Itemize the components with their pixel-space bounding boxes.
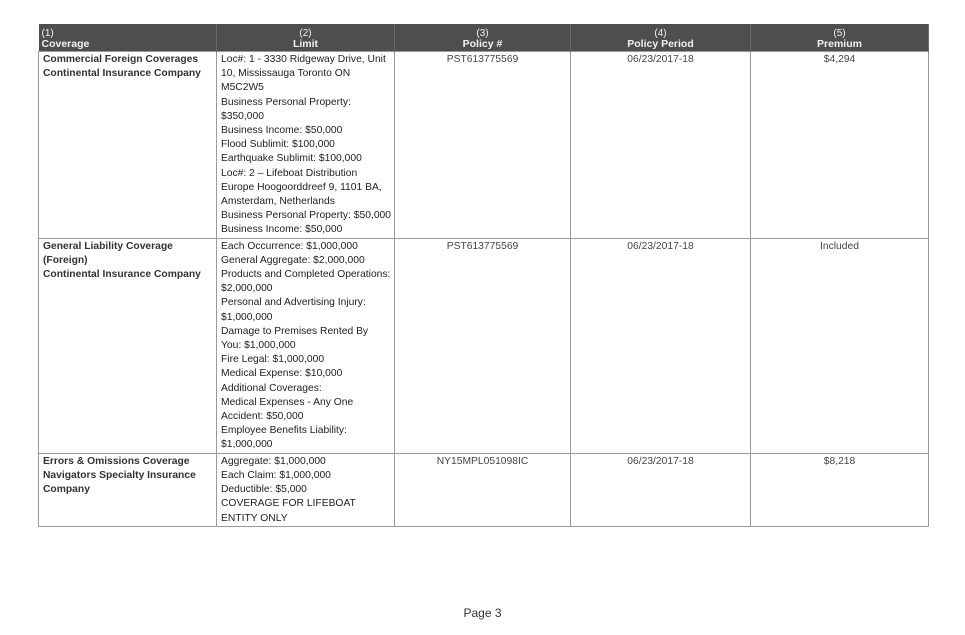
limit-cell-line: Each Occurrence: $1,000,000 (221, 240, 358, 252)
coverage-cell (39, 453, 217, 526)
coverage-cell-line: (Foreign) (43, 254, 88, 266)
table-row (39, 453, 929, 526)
limit-cell-line: $1,000,000 (221, 311, 273, 323)
header-label: Policy # (462, 38, 503, 50)
limit-cell-line: Additional Coverages: (221, 382, 322, 394)
limit-cell-line: You: $1,000,000 (221, 340, 296, 352)
header-policy-period (571, 24, 751, 52)
limit-cell-line: M5C2W5 (221, 82, 264, 94)
coverage-cell (39, 238, 217, 453)
header-policy (395, 24, 571, 52)
limit-cell-line: Business Personal Property: (221, 96, 351, 108)
premium-cell: Included (751, 238, 929, 453)
coverage-cell-line: Navigators Specialty Insurance (43, 469, 196, 481)
limit-cell-line: Medical Expense: $10,000 (221, 368, 343, 380)
premium-cell: $4,294 (751, 52, 929, 239)
limit-cell-line: Loc#: 1 - 3330 Ridgeway Drive, Unit (221, 54, 386, 65)
table-body (39, 52, 929, 527)
policy-number-cell: NY15MPL051098IC (395, 453, 571, 526)
policy-period-cell: 06/23/2017-18 (571, 453, 751, 526)
premium-cell: $8,218 (751, 453, 929, 526)
header-label: Premium (817, 38, 862, 50)
header-number: (2) (299, 28, 312, 39)
limit-cell-line: Damage to Premises Rented By (221, 325, 369, 337)
header-label: Coverage (41, 38, 90, 50)
limit-cell-line: Employee Benefits Liability: (221, 425, 347, 437)
limit-cell (217, 52, 395, 239)
header-number: (4) (654, 28, 667, 39)
header-coverage (39, 24, 217, 52)
limit-cell-line: $1,000,000 (221, 439, 273, 451)
header-number: (5) (833, 28, 846, 39)
limit-cell-line: Accident: $50,000 (221, 411, 304, 423)
limit-cell-line: 10, Mississauga Toronto ON (221, 68, 351, 80)
limit-cell-line: Amsterdam, Netherlands (221, 196, 335, 208)
table-row (39, 52, 929, 239)
coverage-cell-line: Continental Insurance Company (43, 68, 201, 80)
table-header (39, 24, 929, 52)
limit-cell-line: Earthquake Sublimit: $100,000 (221, 153, 362, 165)
limit-cell (217, 453, 395, 526)
limit-cell-line: COVERAGE FOR LIFEBOAT (221, 498, 356, 510)
limit-cell-line: Business Personal Property: $50,000 (221, 210, 391, 222)
limit-cell-line: General Aggregate: $2,000,000 (221, 254, 365, 266)
policy-period-cell: 06/23/2017-18 (571, 238, 751, 453)
limit-cell-line: Deductible: $5,000 (221, 484, 307, 496)
policy-number-cell: PST613775569 (395, 238, 571, 453)
header-number: (3) (476, 28, 489, 39)
header-premium (751, 24, 929, 52)
coverage-table (38, 24, 929, 527)
limit-cell-line: ENTITY ONLY (221, 512, 288, 524)
limit-cell (217, 238, 395, 453)
limit-cell-line: Personal and Advertising Injury: (221, 297, 366, 309)
policy-period-cell: 06/23/2017-18 (571, 52, 751, 239)
limit-cell-line: Products and Completed Operations: (221, 269, 391, 281)
coverage-cell-line: General Liability Coverage (43, 240, 173, 252)
limit-cell-line: Business Income: $50,000 (221, 224, 343, 236)
limit-cell-line: Aggregate: $1,000,000 (221, 455, 326, 467)
table-row (39, 238, 929, 453)
limit-cell-line: Fire Legal: $1,000,000 (221, 354, 325, 366)
limit-cell-line: Europe Hoogoorddreef 9, 1101 BA, (221, 181, 382, 193)
coverage-cell-line: Continental Insurance Company (43, 269, 201, 281)
limit-cell-line: Medical Expenses - Any One (221, 396, 354, 408)
limit-cell-line: $2,000,000 (221, 283, 273, 295)
coverage-cell (39, 52, 217, 239)
coverage-cell-line: Errors & Omissions Coverage (43, 455, 190, 467)
header-number: (1) (41, 28, 54, 39)
header-label: Policy Period (627, 38, 694, 50)
coverage-schedule (38, 24, 928, 527)
page-number: Page 3 (463, 606, 502, 620)
limit-cell-line: Business Income: $50,000 (221, 125, 343, 137)
coverage-cell-line: Company (43, 484, 90, 496)
header-label: Limit (292, 38, 319, 50)
limit-cell-line: $350,000 (221, 110, 264, 122)
policy-number-cell: PST613775569 (395, 52, 571, 239)
limit-cell-line: Loc#: 2 – Lifeboat Distribution (221, 167, 358, 179)
limit-cell-line: Flood Sublimit: $100,000 (221, 139, 335, 151)
header-limit (217, 24, 395, 52)
limit-cell-line: Each Claim: $1,000,000 (221, 469, 331, 481)
coverage-cell-line: Commercial Foreign Coverages (43, 54, 199, 65)
